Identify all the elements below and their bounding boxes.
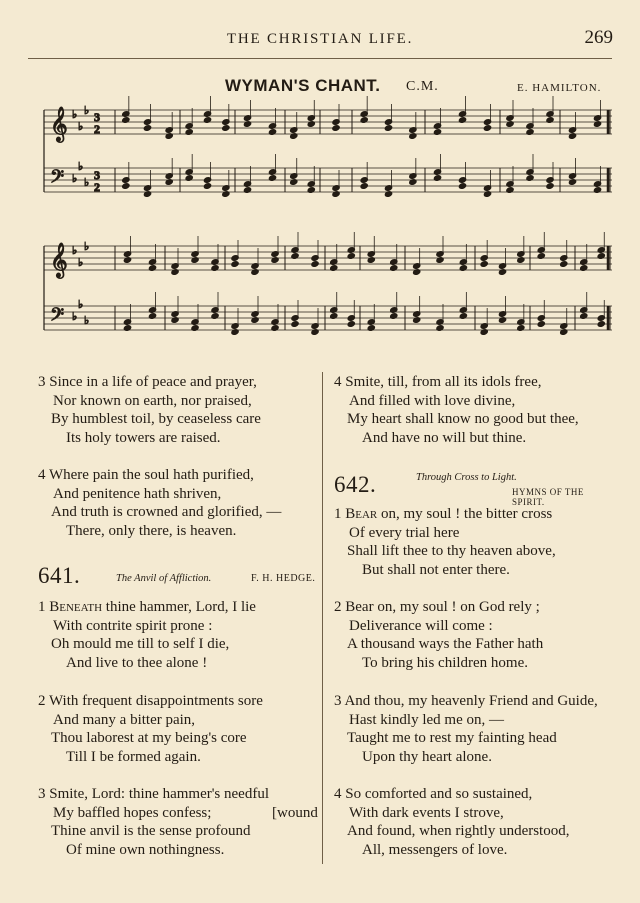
- bass-clef-icon: 𝄢: [50, 167, 65, 192]
- note-head: [390, 265, 398, 272]
- note-head: [360, 183, 368, 190]
- running-title: THE CHRISTIAN LIFE.: [226, 31, 414, 47]
- hymn-642-stanza-1: 1 Bear on, my soul ! the bitter cross Of every trial here Shall lift thee to thy heaven above, But shall not enter there.: [334, 506, 556, 578]
- note-head: [148, 313, 156, 320]
- flat-icon: ♭: [72, 173, 78, 185]
- stanza-number: 3: [38, 374, 46, 390]
- note-head: [311, 329, 319, 336]
- note-head: [243, 187, 251, 194]
- bass-clef-icon: 𝄢: [50, 305, 65, 330]
- hymn-number: 642.: [334, 472, 377, 497]
- note-head: [185, 175, 193, 182]
- music-system: [44, 96, 612, 197]
- hymn-642-stanza-2: 2 Bear on, my soul ! on God rely ; Deliverance will come : A thousand ways the Father hath To bring his children home.: [334, 599, 544, 671]
- note-head: [191, 257, 199, 264]
- note-head: [171, 317, 179, 324]
- stanza-number: 4: [38, 467, 46, 483]
- note-head: [222, 125, 230, 132]
- note-head: [330, 313, 338, 320]
- flat-icon: ♭: [78, 121, 84, 133]
- note-head: [459, 265, 467, 272]
- treble-clef-icon: 𝄞: [50, 243, 68, 278]
- note-head: [597, 321, 605, 328]
- flat-icon: ♭: [84, 105, 90, 117]
- note-head: [458, 117, 466, 124]
- hymn-641-stanza-1: 1 Beneath thine hammer, Lord, I lie With contrite spirit prone : Oh mould me till to self I die, And live to thee alone !: [38, 599, 256, 671]
- note-head: [307, 187, 315, 194]
- tune-composer: E. HAMILTON.: [517, 82, 602, 94]
- flat-icon: ♭: [72, 109, 78, 121]
- note-head: [203, 183, 211, 190]
- note-head: [568, 179, 576, 186]
- music-score: [30, 96, 615, 358]
- flat-icon: ♭: [78, 299, 84, 311]
- note-head: [546, 183, 554, 190]
- note-head: [526, 129, 534, 136]
- note-head: [506, 187, 514, 194]
- stanza-4-top-right: 4 Smite, till, from all its idols free, And filled with love divine, My heart shall know no good but thee, And have no will but thine.: [334, 374, 579, 446]
- note-head: [537, 321, 545, 328]
- note-head: [123, 257, 131, 264]
- hymn-title: The Anvil of Affliction.: [116, 573, 212, 584]
- note-head: [480, 329, 488, 336]
- note-head: [122, 183, 130, 190]
- column-divider: [322, 372, 323, 864]
- music-system: [44, 232, 612, 335]
- note-head: [143, 191, 151, 198]
- time-signature-top: 3: [94, 110, 100, 124]
- note-head: [268, 175, 276, 182]
- hymn-source: HYMNS OF THE SPIRIT.: [512, 487, 584, 507]
- note-head: [231, 329, 239, 336]
- note-head: [409, 179, 417, 186]
- note-head: [122, 117, 130, 124]
- note-head: [143, 125, 151, 132]
- flat-icon: ♭: [78, 257, 84, 269]
- note-head: [480, 261, 488, 268]
- hymn-number: 641.: [38, 563, 81, 588]
- stanza-3-top-left: 3 Since in a life of peace and prayer, Nor known on earth, nor praised, By humblest toil, by ceaseless care Its holy towers are raised.: [38, 374, 261, 446]
- note-head: [307, 121, 315, 128]
- hymn-641-stanza-2: 2 With frequent disappointments sore And many a bitter pain, Thou laborest at my being's core Till I be formed again.: [38, 693, 263, 765]
- flat-icon: ♭: [78, 161, 84, 173]
- hymn-author: F. H. HEDGE.: [251, 573, 316, 584]
- note-head: [384, 191, 392, 198]
- flat-icon: ♭: [72, 311, 78, 323]
- note-head: [409, 133, 417, 140]
- note-head: [332, 125, 340, 132]
- note-head: [459, 313, 467, 320]
- hymn-title: Through Cross to Light.: [416, 472, 517, 483]
- note-head: [251, 317, 259, 324]
- note-head: [413, 317, 421, 324]
- note-head: [597, 253, 605, 260]
- hymn-641-stanza-3: 3 Smite, Lord: thine hammer's needful My baffled hopes confess; [wound Thine anvil is the sense profound Of mine own nothingness.: [38, 786, 318, 858]
- note-head: [546, 117, 554, 124]
- note-head: [311, 261, 319, 268]
- note-head: [433, 129, 441, 136]
- note-head: [347, 253, 355, 260]
- note-head: [185, 129, 193, 136]
- time-signature-top: 3: [94, 168, 100, 182]
- note-head: [243, 121, 251, 128]
- note-head: [390, 313, 398, 320]
- note-head: [367, 257, 375, 264]
- note-head: [347, 321, 355, 328]
- note-head: [568, 133, 576, 140]
- note-head: [593, 187, 601, 194]
- hymn-642-stanza-3: 3 And thou, my heavenly Friend and Guide, Hast kindly led me on, — Taught me to rest my fainting head Upon thy heart alone.: [334, 693, 598, 765]
- page-number: 269: [584, 27, 613, 48]
- note-head: [367, 325, 375, 332]
- note-head: [171, 269, 179, 276]
- time-signature-bottom: 2: [94, 122, 100, 136]
- note-head: [268, 129, 276, 136]
- note-head: [332, 191, 340, 198]
- note-head: [517, 325, 525, 332]
- note-head: [211, 313, 219, 320]
- tune-name: WYMAN'S CHANT.: [225, 76, 381, 95]
- note-head: [203, 117, 211, 124]
- note-head: [148, 265, 156, 272]
- note-head: [291, 321, 299, 328]
- note-head: [290, 179, 298, 186]
- note-head: [271, 257, 279, 264]
- hymn-642-heading: [334, 470, 614, 507]
- note-head: [537, 253, 545, 260]
- flat-icon: ♭: [84, 177, 90, 189]
- note-head: [330, 265, 338, 272]
- note-head: [165, 133, 173, 140]
- note-head: [123, 325, 131, 332]
- note-head: [580, 265, 588, 272]
- note-head: [165, 179, 173, 186]
- note-head: [433, 175, 441, 182]
- note-head: [191, 325, 199, 332]
- note-head: [517, 257, 525, 264]
- flat-icon: ♭: [72, 245, 78, 257]
- note-head: [211, 265, 219, 272]
- note-head: [498, 269, 506, 276]
- note-head: [291, 253, 299, 260]
- tune-meter: C.M.: [406, 79, 439, 94]
- note-head: [384, 125, 392, 132]
- time-signature-bottom: 2: [94, 180, 100, 194]
- note-head: [560, 329, 568, 336]
- note-head: [483, 125, 491, 132]
- note-head: [498, 317, 506, 324]
- note-head: [483, 191, 491, 198]
- treble-clef-icon: 𝄞: [50, 107, 68, 142]
- note-head: [458, 183, 466, 190]
- note-head: [271, 325, 279, 332]
- note-head: [526, 175, 534, 182]
- note-head: [560, 261, 568, 268]
- hymn-641-heading: [38, 563, 320, 589]
- note-head: [436, 257, 444, 264]
- note-head: [506, 121, 514, 128]
- header-rule: [28, 58, 612, 59]
- note-head: [251, 269, 259, 276]
- flat-icon: ♭: [84, 241, 90, 253]
- note-head: [413, 269, 421, 276]
- note-head: [360, 117, 368, 124]
- stanza-4-top-left: 4 Where pain the soul hath purified, And penitence hath shriven, And truth is crowned and glorified, — There, only there, is heaven.: [38, 467, 282, 539]
- note-head: [290, 133, 298, 140]
- note-head: [231, 261, 239, 268]
- note-head: [222, 191, 230, 198]
- hymn-642-stanza-4: 4 So comforted and so sustained, With dark events I strove, And found, when rightly understood, All, messengers of love.: [334, 786, 570, 858]
- note-head: [580, 313, 588, 320]
- note-head: [436, 325, 444, 332]
- flat-icon: ♭: [84, 315, 90, 327]
- note-head: [593, 121, 601, 128]
